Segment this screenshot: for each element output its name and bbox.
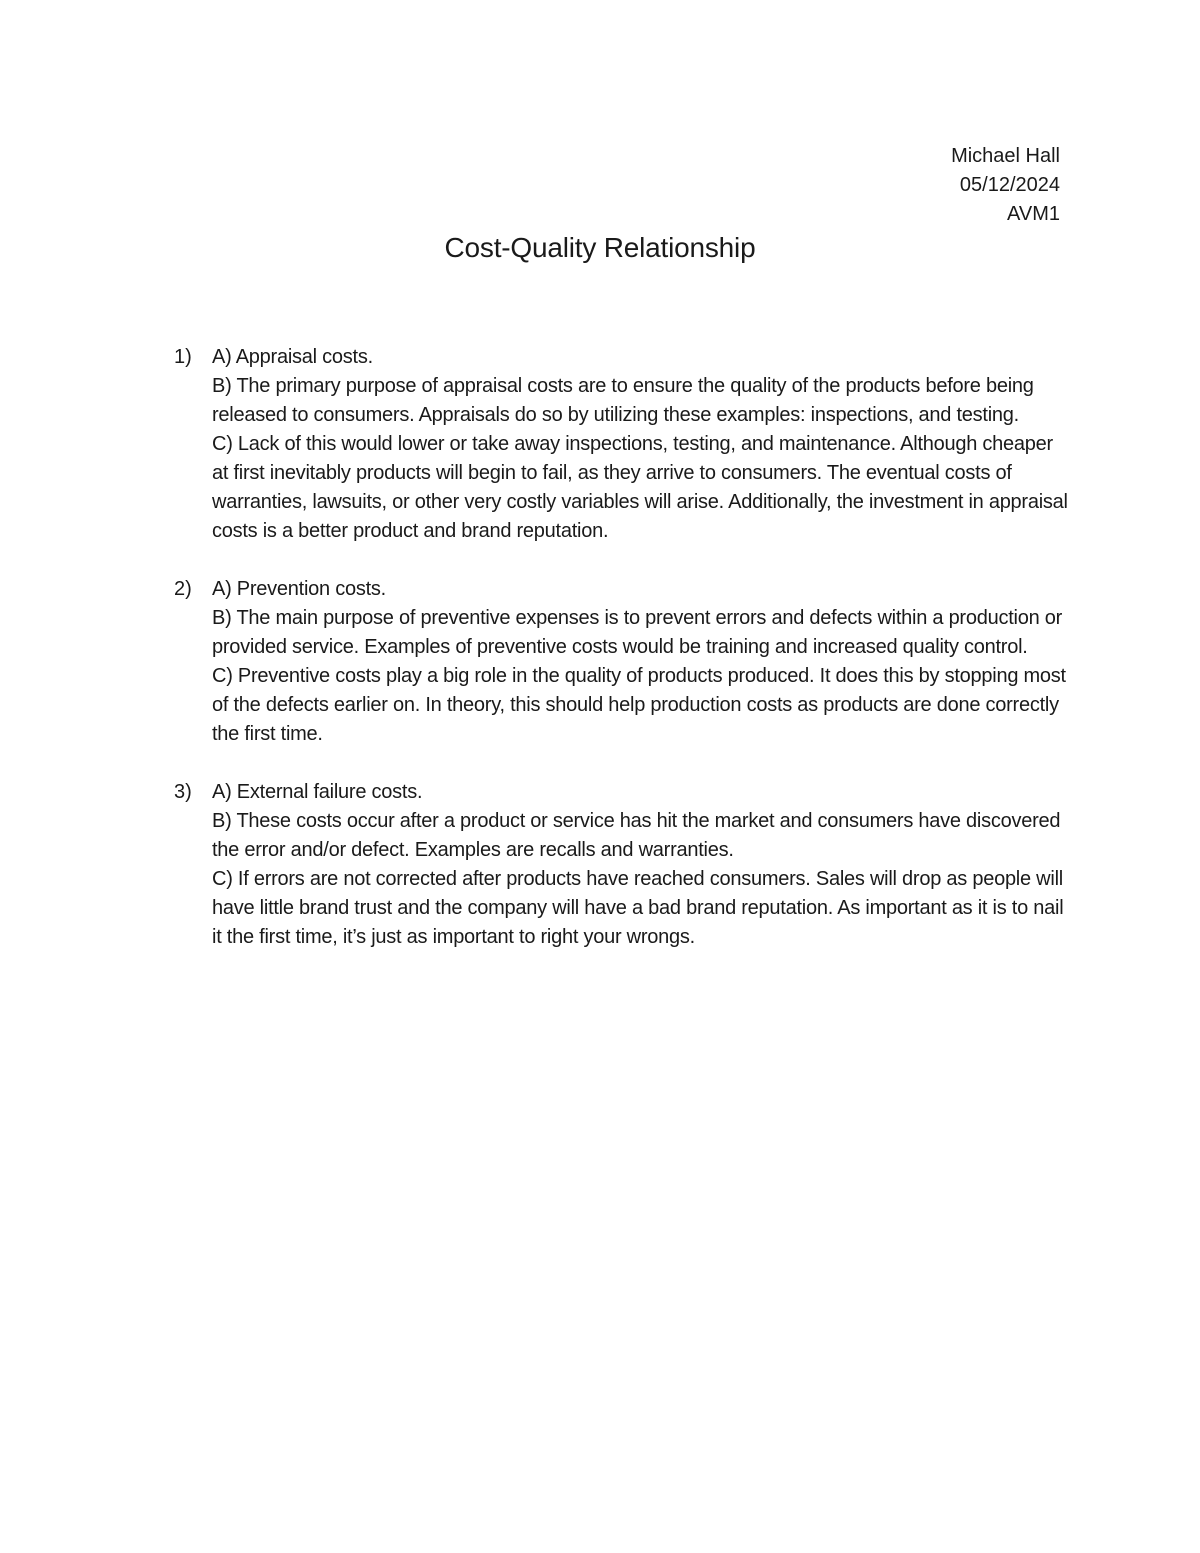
question-number: 1) (174, 346, 192, 368)
answer-a: A) Prevention costs. (212, 578, 386, 600)
document-title: Cost-Quality Relationship (444, 232, 756, 263)
question-number: 3) (174, 781, 192, 803)
answer-c: C) Lack of this would lower or take away inspections, testing, and maintenance. Although cheaper at first inevitably products will begin to fail, as they arrive to consumers. The eventual costs of warranties, lawsuits, or other very costly variables will arise. Additionally, the investment in appraisal costs is a better product and brand reputation. (212, 433, 1068, 542)
question-body (212, 575, 1074, 749)
question-item (174, 778, 1074, 952)
header-block (951, 142, 1060, 229)
question-body (212, 343, 1074, 546)
date: 05/12/2024 (959, 174, 1060, 196)
question-body (212, 778, 1074, 952)
question-item (174, 575, 1074, 749)
answer-b: B) The main purpose of preventive expenses is to prevent errors and defects within a production or provided service. Examples of preventive costs would be training and increased quality control. (212, 607, 1063, 658)
question-list (174, 343, 1074, 981)
question-item (174, 343, 1074, 546)
answer-a: A) External failure costs. (212, 781, 423, 803)
question-number: 2) (174, 578, 192, 600)
course-code: AVM1 (1007, 203, 1060, 225)
answer-a: A) Appraisal costs. (212, 346, 373, 368)
answer-b: B) The primary purpose of appraisal costs are to ensure the quality of the products before being released to consumers. Appraisals do so by utilizing these examples: inspections, and testing. (212, 375, 1034, 426)
answer-c: C) Preventive costs play a big role in the quality of products produced. It does this by stopping most of the defects earlier on. In theory, this should help production costs as products are done correctly the first time. (212, 665, 1066, 745)
answer-c: C) If errors are not corrected after products have reached consumers. Sales will drop as people will have little brand trust and the company will have a bad brand reputation. As important as it is to nail it the first time, it’s just as important to right your wrongs. (212, 868, 1064, 948)
answer-b: B) These costs occur after a product or service has hit the market and consumers have discovered the error and/or defect. Examples are recalls and warranties. (212, 810, 1061, 861)
author-name: Michael Hall (951, 145, 1060, 167)
